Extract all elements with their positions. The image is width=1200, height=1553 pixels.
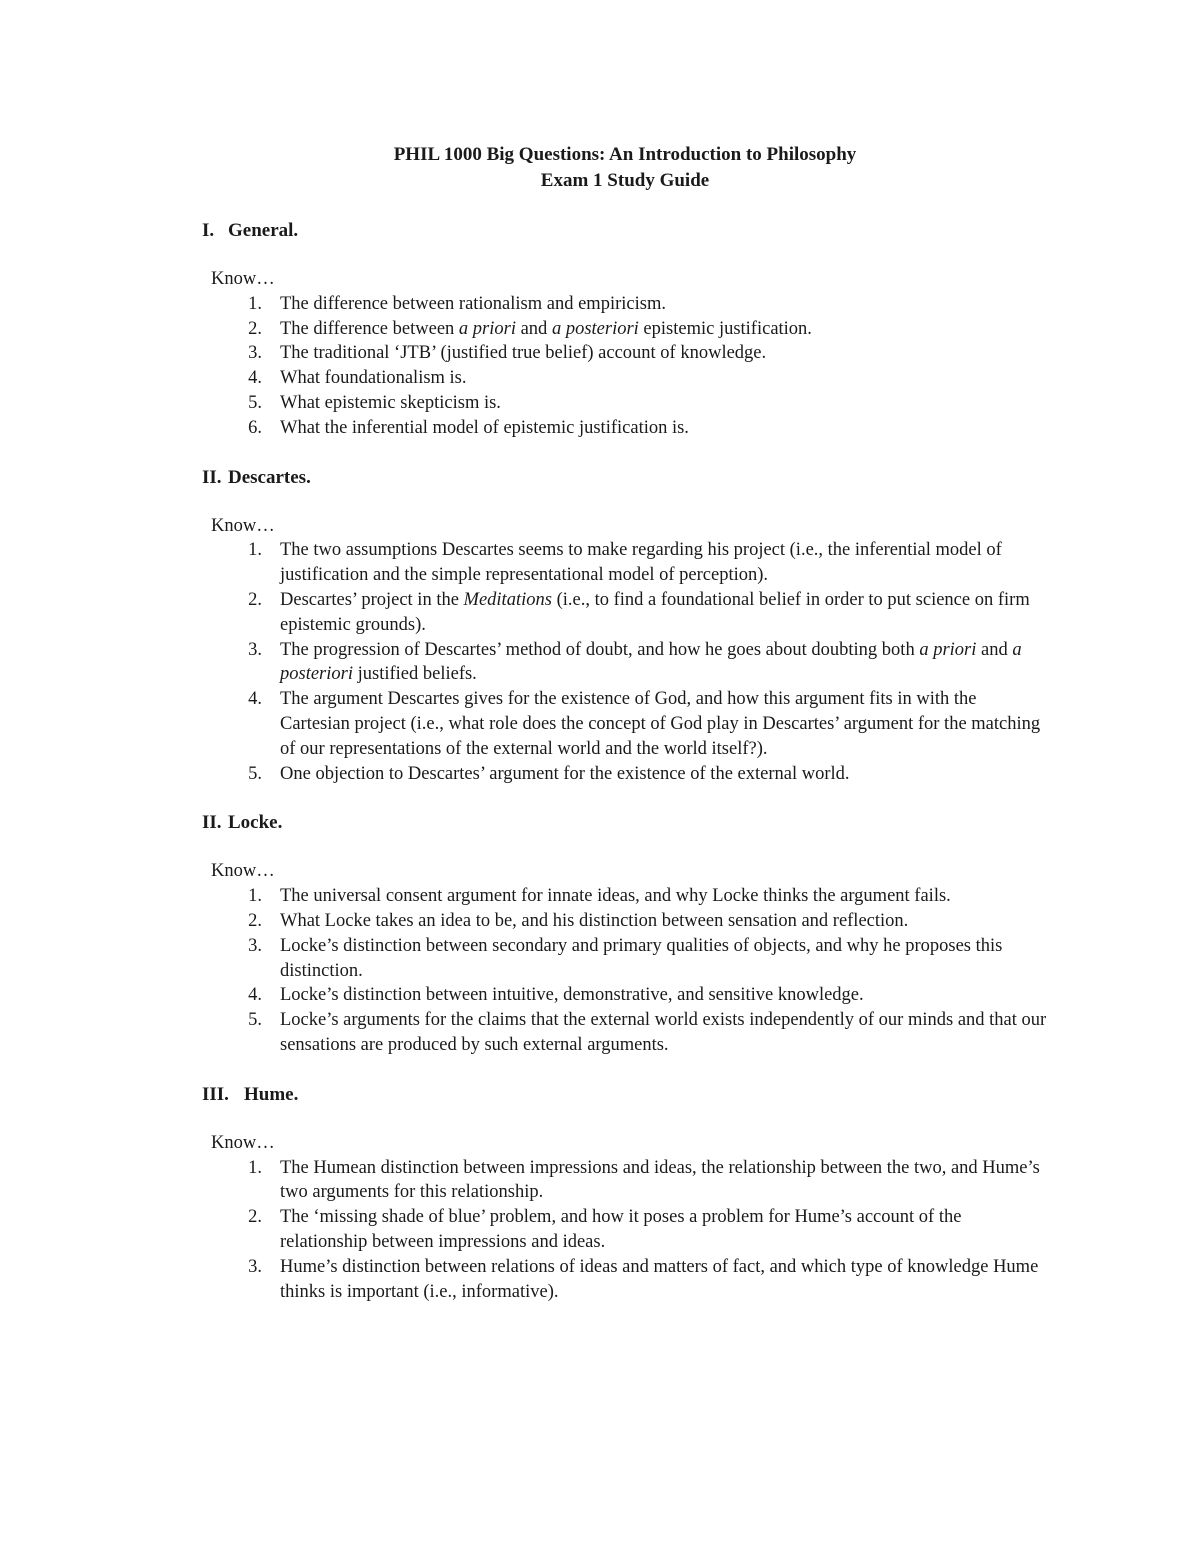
document-subtitle: Exam 1 Study Guide [540, 170, 710, 191]
item-text [280, 416, 1050, 441]
item-text [280, 538, 1050, 588]
list-item [210, 416, 1050, 441]
text-run: epistemic justification. [638, 318, 812, 339]
item-number: 2. [248, 318, 262, 339]
item-number: 2. [248, 910, 262, 931]
list-item [210, 934, 1050, 984]
text-run: One objection to Descartes’ argument for the existence of the external world. [280, 763, 850, 784]
item-text [280, 909, 1050, 934]
text-run: Locke’s distinction between secondary and primary qualities of objects, and why he proposes this distinction. [280, 935, 1003, 981]
section-title: Descartes. [228, 466, 311, 488]
item-text [280, 1156, 1050, 1206]
text-run: Descartes’ project in the [280, 589, 464, 610]
item-text [280, 687, 1050, 761]
item-list [210, 292, 1050, 441]
item-number: 4. [248, 368, 262, 389]
list-item [210, 588, 1050, 638]
list-item [210, 909, 1050, 934]
section-title: Locke. [228, 812, 283, 834]
item-number: 5. [248, 763, 262, 784]
item-text [280, 1008, 1050, 1058]
item-text [280, 884, 1050, 909]
item-number: 1. [248, 293, 262, 314]
item-text [280, 1255, 1050, 1305]
item-number: 3. [248, 1256, 262, 1277]
list-item [210, 687, 1050, 761]
text-run: Locke’s arguments for the claims that the external world exists independently of our minds and that our sensations are produced by such external arguments. [280, 1010, 1047, 1055]
know-label: Know… [211, 1132, 275, 1153]
section-heading [202, 810, 1050, 835]
italic-term: a priori [458, 318, 516, 339]
item-number: 3. [248, 935, 262, 956]
item-text [280, 638, 1050, 688]
section-number: I. [202, 220, 215, 241]
item-text [280, 983, 1050, 1008]
list-item [210, 366, 1050, 391]
item-text [280, 391, 1050, 416]
list-item [210, 538, 1050, 588]
section-hume [202, 1082, 1050, 1305]
text-run: and [976, 639, 1013, 660]
item-number: 4. [248, 985, 262, 1006]
text-run: The two assumptions Descartes seems to make regarding his project (i.e., the inferential model of justification and the simple representational model of perception). [280, 540, 1002, 586]
section-general [202, 218, 1050, 441]
section-number: III. [202, 1083, 229, 1105]
know-label: Know… [211, 269, 275, 289]
list-item [210, 1255, 1050, 1305]
text-run: What epistemic skepticism is. [280, 392, 501, 413]
list-item [210, 638, 1050, 688]
text-run: Hume’s distinction between relations of ideas and matters of fact, and which type of knowledge Hume thinks is important (i.e., informative). [280, 1256, 1039, 1302]
text-run: The difference between [280, 318, 459, 339]
item-number: 4. [248, 689, 262, 710]
item-text [280, 341, 1050, 366]
list-item [210, 884, 1050, 909]
text-run: and [515, 318, 552, 339]
document-title: PHIL 1000 Big Questions: An Introduction to Philosophy [393, 144, 857, 165]
section-heading [202, 1082, 1050, 1107]
text-run: The universal consent argument for innate ideas, and why Locke thinks the argument fails. [280, 886, 951, 907]
item-number: 3. [248, 343, 262, 364]
list-item [210, 292, 1050, 317]
text-run: The ‘missing shade of blue’ problem, and how it poses a problem for Hume’s account of the relationship between impressions and ideas. [280, 1207, 962, 1252]
list-item [210, 1205, 1050, 1255]
italic-term: a priori [919, 639, 977, 660]
item-list [210, 538, 1050, 786]
item-text [280, 1205, 1050, 1255]
item-number: 1. [248, 1157, 262, 1178]
item-number: 3. [248, 639, 262, 660]
text-run: The argument Descartes gives for the existence of God, and how this argument fits in with the Cartesian project (i.e., what role does the concept of God play in Descartes’ argument for the matching of our representations of the external world and the world itself?). [280, 689, 1041, 759]
list-item [210, 317, 1050, 342]
list-item [210, 983, 1050, 1008]
section-number: II. [202, 466, 222, 488]
item-text [280, 934, 1050, 984]
text-run: (i.e., to find a foundational belief in order to put science on firm epistemic grounds). [280, 589, 1030, 635]
section-title: Hume. [244, 1083, 299, 1105]
item-number: 1. [248, 886, 262, 907]
text-run: What foundationalism is. [280, 368, 467, 389]
item-number: 2. [248, 589, 262, 610]
know-label: Know… [211, 861, 275, 882]
section-number: II. [202, 812, 222, 834]
italic-term: Meditations [463, 589, 552, 610]
text-run: The Humean distinction between impressions and ideas, the relationship between the two, and Hume’s two arguments for this relationship. [280, 1157, 1040, 1203]
text-run: Locke’s distinction between intuitive, demonstrative, and sensitive knowledge. [280, 985, 864, 1006]
section-heading [202, 218, 1050, 243]
item-number: 5. [248, 1010, 262, 1031]
list-item [210, 391, 1050, 416]
section-title: General. [228, 220, 299, 241]
text-run: The traditional ‘JTB’ (justified true belief) account of knowledge. [280, 343, 767, 364]
section-descartes [202, 465, 1050, 787]
item-text [280, 292, 1050, 317]
text-run: The difference between rationalism and empiricism. [280, 293, 666, 314]
item-number: 5. [248, 392, 262, 413]
italic-term: a posteriori [280, 639, 1022, 685]
text-run: justified beliefs. [352, 664, 477, 685]
item-list [210, 884, 1050, 1058]
item-text [280, 762, 1050, 787]
list-item [210, 341, 1050, 366]
sections-container [202, 218, 1050, 1304]
italic-term: a posteriori [551, 318, 639, 339]
item-text [280, 588, 1050, 638]
item-list [210, 1156, 1050, 1305]
item-number: 1. [248, 540, 262, 561]
section-heading [202, 465, 1050, 490]
text-run: What the inferential model of epistemic justification is. [280, 417, 689, 438]
text-run: The progression of Descartes’ method of doubt, and how he goes about doubting both [280, 639, 920, 660]
text-run: What Locke takes an idea to be, and his distinction between sensation and reflection. [280, 910, 909, 931]
item-number: 6. [248, 417, 262, 438]
section-locke [202, 810, 1050, 1057]
know-label: Know… [211, 515, 275, 536]
item-number: 2. [248, 1207, 262, 1228]
list-item [210, 1008, 1050, 1058]
item-text [280, 317, 1050, 342]
item-text [280, 366, 1050, 391]
list-item [210, 1156, 1050, 1206]
list-item [210, 762, 1050, 787]
